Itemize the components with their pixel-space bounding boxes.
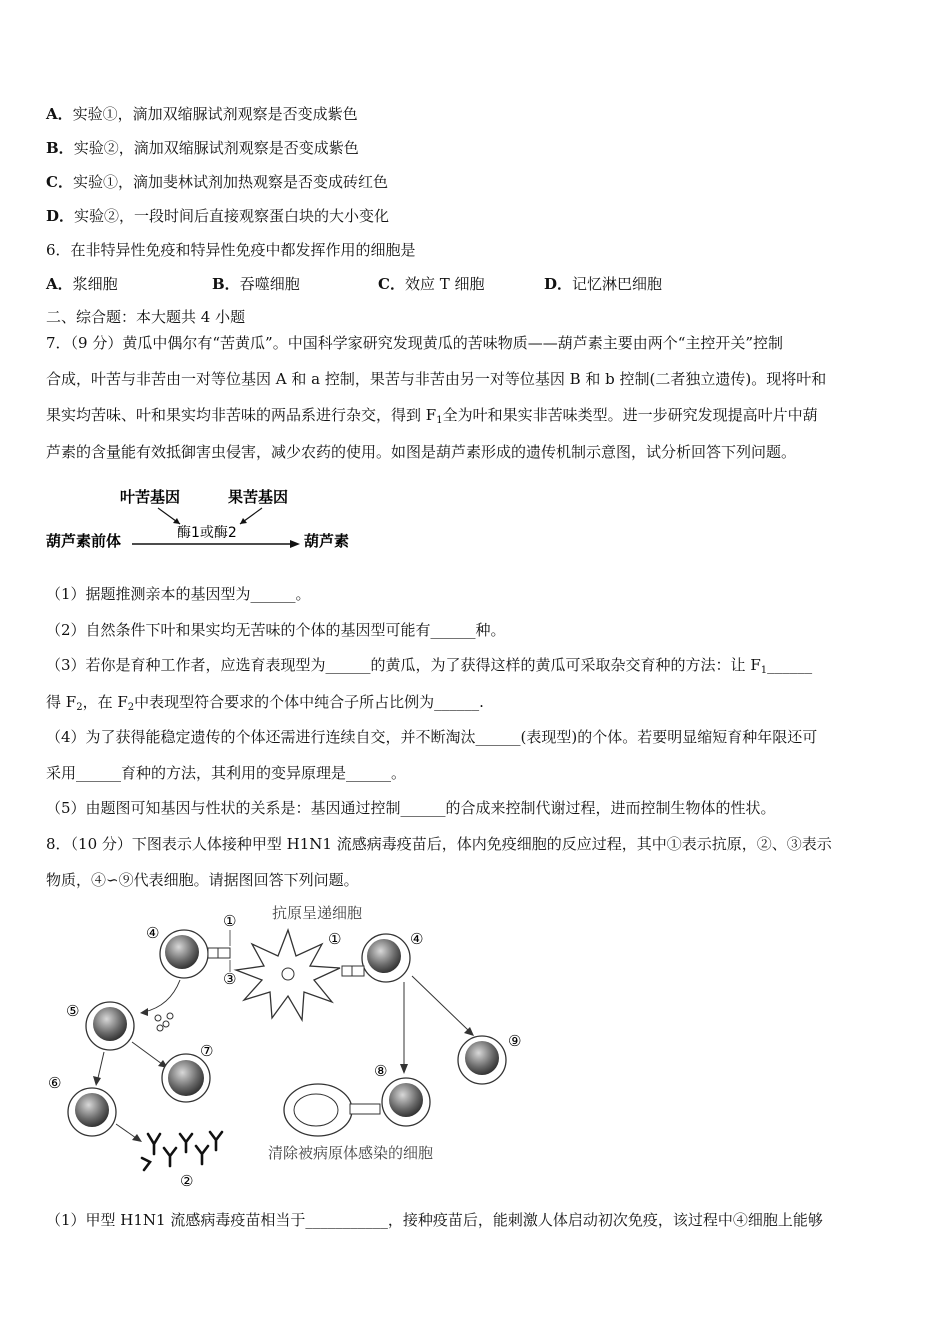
q7-sub-3a: （3）若你是育种工作者，应选育表现型为______的黄瓜，为了获得这样的黄瓜可采取杂交育种的方法：让 $F_1\_\_\_\_\_\_$: [46, 656, 813, 676]
mark-8: ⑧: [374, 1062, 388, 1080]
q5-option-b: B．实验②，滴加双缩脲试剂观察是否变成紫色: [46, 139, 359, 157]
cell-6-nucleus: [75, 1093, 109, 1127]
q7-sub-4a: （4）为了获得能稳定遗传的个体还需进行连续自交，并不断淘汰______(表现型)的个体。若要明显缩短育种年限还可: [46, 728, 818, 746]
q5-option-a: A．实验①，滴加双缩脲试剂观察是否变成紫色: [46, 105, 358, 123]
mark-4-right: ④: [410, 930, 424, 948]
q6-option-a: A．浆细胞: [46, 275, 118, 293]
arrow-4-to-5: [144, 980, 180, 1012]
q7-line-3: 果实均苦味、叶和果实均非苦味的两品系进行杂交，得到 $F_1$全为叶和果实非苦味类型。进一步研究发现提高叶片中葫: [46, 406, 818, 426]
receptor-left: [208, 948, 230, 958]
secretion-dot: [155, 1015, 161, 1021]
cell-8-nucleus: [389, 1083, 423, 1117]
q7-line-1: 7．（9 分）黄瓜中偶尔有“苦黄瓜”。中国科学家研究发现黄瓜的苦味物质——葫芦素主要由两个“主控开关”控制: [46, 334, 784, 352]
arrow-5-to-6-head: [93, 1076, 101, 1086]
target-cell-label: 清除被病原体感染的细胞: [268, 1144, 434, 1162]
q7-line-4: 芦素的含量能有效抵御害虫侵害，减少农药的使用。如图是葫芦素形成的遗传机制示意图，试分析回答下列问题。: [46, 443, 797, 461]
enzyme-label: 酶1或酶2: [177, 525, 237, 541]
cell-9-nucleus: [465, 1041, 499, 1075]
secretion-dot: [167, 1013, 173, 1019]
mark-9: ⑨: [508, 1032, 522, 1050]
antibodies: [142, 1132, 222, 1170]
arrow-4-to-8-head: [400, 1064, 408, 1074]
apc-label: 抗原呈递细胞: [272, 904, 363, 922]
q8-line-1: 8．（10 分）下图表示人体接种甲型 H1N1 流感病毒疫苗后，体内免疫细胞的反应过程，其中①表示抗原，②、③表示: [46, 835, 832, 853]
mark-1-left: ①: [223, 912, 237, 930]
arrow-4-to-9: [412, 976, 468, 1030]
product-label: 葫芦素: [304, 532, 350, 550]
q6-option-b: B．吞噬细胞: [212, 275, 300, 293]
mark-4-left: ④: [146, 924, 160, 942]
immune-response-diagram: [40, 896, 540, 1192]
q7-sub-1: （1）据题推测亲本的基因型为______。: [46, 585, 311, 603]
secretion-dot: [163, 1021, 169, 1027]
q7-sub-5: （5）由题图可知基因与性状的关系是：基因通过控制______的合成来控制代谢过程，进而控制生物体的性状。: [46, 799, 776, 817]
q6-option-c: C．效应 T 细胞: [378, 275, 485, 293]
section-title: 二、综合题：本大题共 4 小题: [46, 308, 246, 326]
q7-sub-4b: 采用______育种的方法，其利用的变异原理是______。: [46, 764, 407, 782]
cell-7-nucleus: [168, 1060, 204, 1096]
receptor-right: [342, 966, 364, 976]
cell-4-left-nucleus: [165, 935, 199, 969]
q8-line-2: 物质，④∽⑨代表细胞。请据图回答下列问题。: [46, 871, 359, 889]
arrow-6-to-antibodies: [116, 1124, 136, 1138]
leaf-gene-arrowhead: [173, 518, 180, 524]
apc-nucleus: [282, 968, 294, 980]
q7-sub-3b: 得 $F_2$，在 $F_2$中表现型符合要求的个体中纯合子所占比例为______.: [46, 693, 484, 713]
secretion-dot: [157, 1025, 163, 1031]
gene-pathway-diagram: [40, 482, 370, 562]
mark-5: ⑤: [66, 1002, 80, 1020]
arrow-5-to-7: [132, 1042, 162, 1064]
mark-6: ⑥: [48, 1074, 62, 1092]
fruit-gene-arrowhead: [240, 518, 247, 524]
infected-target-nucleus: [294, 1094, 338, 1126]
reaction-arrowhead: [290, 540, 300, 548]
arrow-4-to-9-head: [464, 1027, 474, 1036]
fruit-bitter-gene-label: 果苦基因: [228, 488, 289, 506]
q8-sub-1: （1）甲型 H1N1 流感病毒疫苗相当于___________，接种疫苗后，能刺激人体启动初次免疫，该过程中④细胞上能够: [46, 1211, 823, 1229]
q5-option-d: D．实验②，一段时间后直接观察蛋白块的大小变化: [46, 207, 390, 225]
cell-5-nucleus: [93, 1007, 127, 1041]
q7-line-2: 合成，叶苦与非苦由一对等位基因 A 和 a 控制，果苦与非苦由另一对等位基因 B 和 b 控制(二者独立遗传)。现将叶和: [46, 370, 827, 388]
arrow-5-to-6: [98, 1052, 104, 1078]
q5-option-c: C．实验①，滴加斐林试剂加热观察是否变成砖红色: [46, 173, 388, 191]
q6-option-d: D．记忆淋巴细胞: [544, 275, 663, 293]
mark-3: ③: [223, 970, 237, 988]
arrow-6-to-antibodies-head: [132, 1134, 142, 1142]
q7-sub-2: （2）自然条件下叶和果实均无苦味的个体的基因型可能有______种。: [46, 621, 506, 639]
contact-receptor: [350, 1104, 380, 1114]
arrow-4-to-5-head: [140, 1008, 148, 1016]
mark-1-right: ①: [328, 930, 342, 948]
leaf-bitter-gene-label: 叶苦基因: [120, 488, 181, 506]
mark-7: ⑦: [200, 1042, 214, 1060]
precursor-label: 葫芦素前体: [46, 532, 122, 550]
mark-2: ②: [180, 1172, 194, 1190]
q6-stem: 6．在非特异性免疫和特异性免疫中都发挥作用的细胞是: [46, 241, 416, 259]
cell-4-right-nucleus: [367, 939, 401, 973]
